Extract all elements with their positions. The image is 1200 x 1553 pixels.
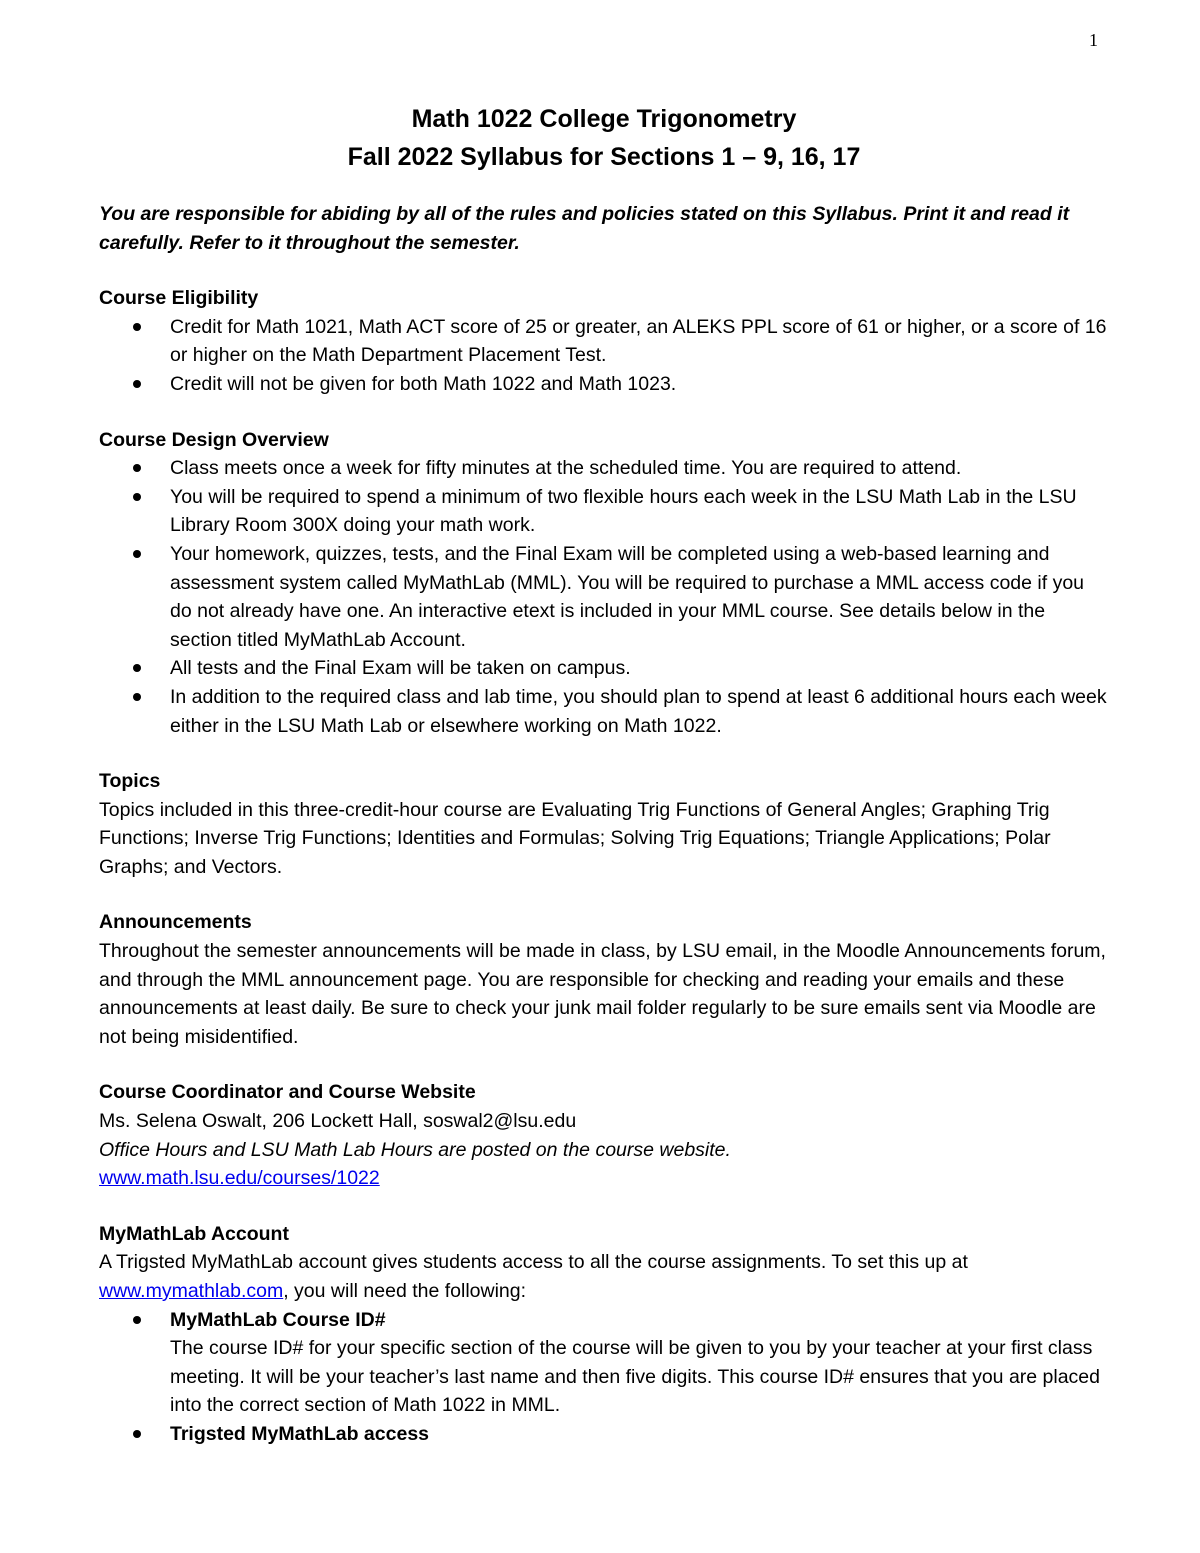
page-title: Math 1022 College Trigonometry bbox=[411, 105, 797, 133]
mml-intro: A Trigsted MyMathLab account gives students access to all the course assignments. To set this up at www.mymathlab.com, you will need the following: bbox=[99, 1251, 968, 1302]
list-item-title: MyMathLab Course ID# bbox=[170, 1308, 386, 1331]
bullet-icon bbox=[133, 693, 141, 701]
section-heading: Course Eligibility bbox=[99, 287, 259, 310]
section-heading: Course Coordinator and Course Website bbox=[99, 1081, 476, 1104]
bullet-icon bbox=[133, 493, 141, 501]
coordinator-contact: Ms. Selena Oswalt, 206 Lockett Hall, soswal2@lsu.edu bbox=[99, 1110, 577, 1133]
list-item bbox=[99, 1420, 1109, 1449]
office-hours-note: Office Hours and LSU Math Lab Hours are posted on the course website. bbox=[99, 1138, 731, 1161]
mymathlab-link[interactable]: www.mymathlab.com bbox=[99, 1280, 284, 1302]
mml-list bbox=[99, 1306, 1109, 1449]
bullet-icon bbox=[133, 380, 141, 388]
list-item-text: The course ID# for your specific section of the course will be given to you by your teacher at your first class meeting. It will be your teacher’s last name and then five digits. This course ID# ensures that you are placed into the correct section of Math 1022 in MML. bbox=[170, 1337, 1101, 1417]
section-design-overview bbox=[99, 426, 1109, 741]
syllabus-body bbox=[99, 100, 1109, 1449]
section-heading: Announcements bbox=[99, 911, 252, 934]
section-eligibility bbox=[99, 284, 1109, 398]
section-heading: MyMathLab Account bbox=[99, 1222, 289, 1245]
design-list bbox=[99, 454, 1109, 740]
intro-notice: You are responsible for abiding by all of the rules and policies stated on this Syllabus. Print it and read it carefully. Refer to it throughout the semester. bbox=[99, 203, 1070, 254]
bullet-icon bbox=[133, 464, 141, 472]
page-number: 1 bbox=[1089, 30, 1098, 50]
list-item: You will be required to spend a minimum of two flexible hours each week in the LSU Math Lab in the LSU Library Room 300X doing your math work. bbox=[99, 483, 1109, 540]
list-item: All tests and the Final Exam will be taken on campus. bbox=[99, 654, 1109, 683]
list-item: Your homework, quizzes, tests, and the Final Exam will be completed using a web-based learning and assessment system called MyMathLab (MML). You will be required to purchase a MML access code if you do not already have one. An interactive etext is included in your MML course. See details below in the section titled MyMathLab Account. bbox=[99, 540, 1109, 654]
section-topics bbox=[99, 767, 1109, 881]
announcements-text: Throughout the semester announcements will be made in class, by LSU email, in the Moodle Announcements forum, and through the MML announcement page. You are responsible for checking and reading your emails and these announcements at least daily. Be sure to check your junk mail folder regularly to be sure emails sent via Moodle are not being misidentified. bbox=[99, 940, 1106, 1048]
list-item bbox=[99, 1306, 1109, 1420]
section-heading: Topics bbox=[99, 770, 161, 793]
section-mymathlab bbox=[99, 1220, 1109, 1449]
topics-text: Topics included in this three-credit-hour course are Evaluating Trig Functions of General Angles; Graphing Trig Functions; Inverse Trig Functions; Identities and Formulas; Solving Trig Equations; Triangle Applications; Polar Graphs; and Vectors. bbox=[99, 798, 1051, 878]
list-item-title: Trigsted MyMathLab access bbox=[170, 1422, 430, 1445]
bullet-icon bbox=[133, 323, 141, 331]
bullet-icon bbox=[133, 1430, 141, 1438]
bullet-icon bbox=[133, 664, 141, 672]
bullet-icon bbox=[133, 1316, 141, 1324]
list-item: Class meets once a week for fifty minutes at the scheduled time. You are required to attend. bbox=[99, 454, 1109, 483]
list-item: In addition to the required class and lab time, you should plan to spend at least 6 additional hours each week either in the LSU Math Lab or elsewhere working on Math 1022. bbox=[99, 683, 1109, 740]
eligibility-list bbox=[99, 313, 1109, 399]
list-item: Credit for Math 1021, Math ACT score of 25 or greater, an ALEKS PPL score of 61 or higher, or a score of 16 or higher on the Math Department Placement Test. bbox=[99, 313, 1109, 370]
bullet-icon bbox=[133, 550, 141, 558]
page-subtitle: Fall 2022 Syllabus for Sections 1 – 9, 16, 17 bbox=[347, 143, 861, 171]
section-announcements bbox=[99, 908, 1109, 1051]
course-website-link[interactable]: www.math.lsu.edu/courses/1022 bbox=[99, 1167, 380, 1190]
section-coordinator bbox=[99, 1078, 1109, 1192]
list-item: Credit will not be given for both Math 1022 and Math 1023. bbox=[99, 370, 1109, 399]
section-heading: Course Design Overview bbox=[99, 428, 329, 451]
